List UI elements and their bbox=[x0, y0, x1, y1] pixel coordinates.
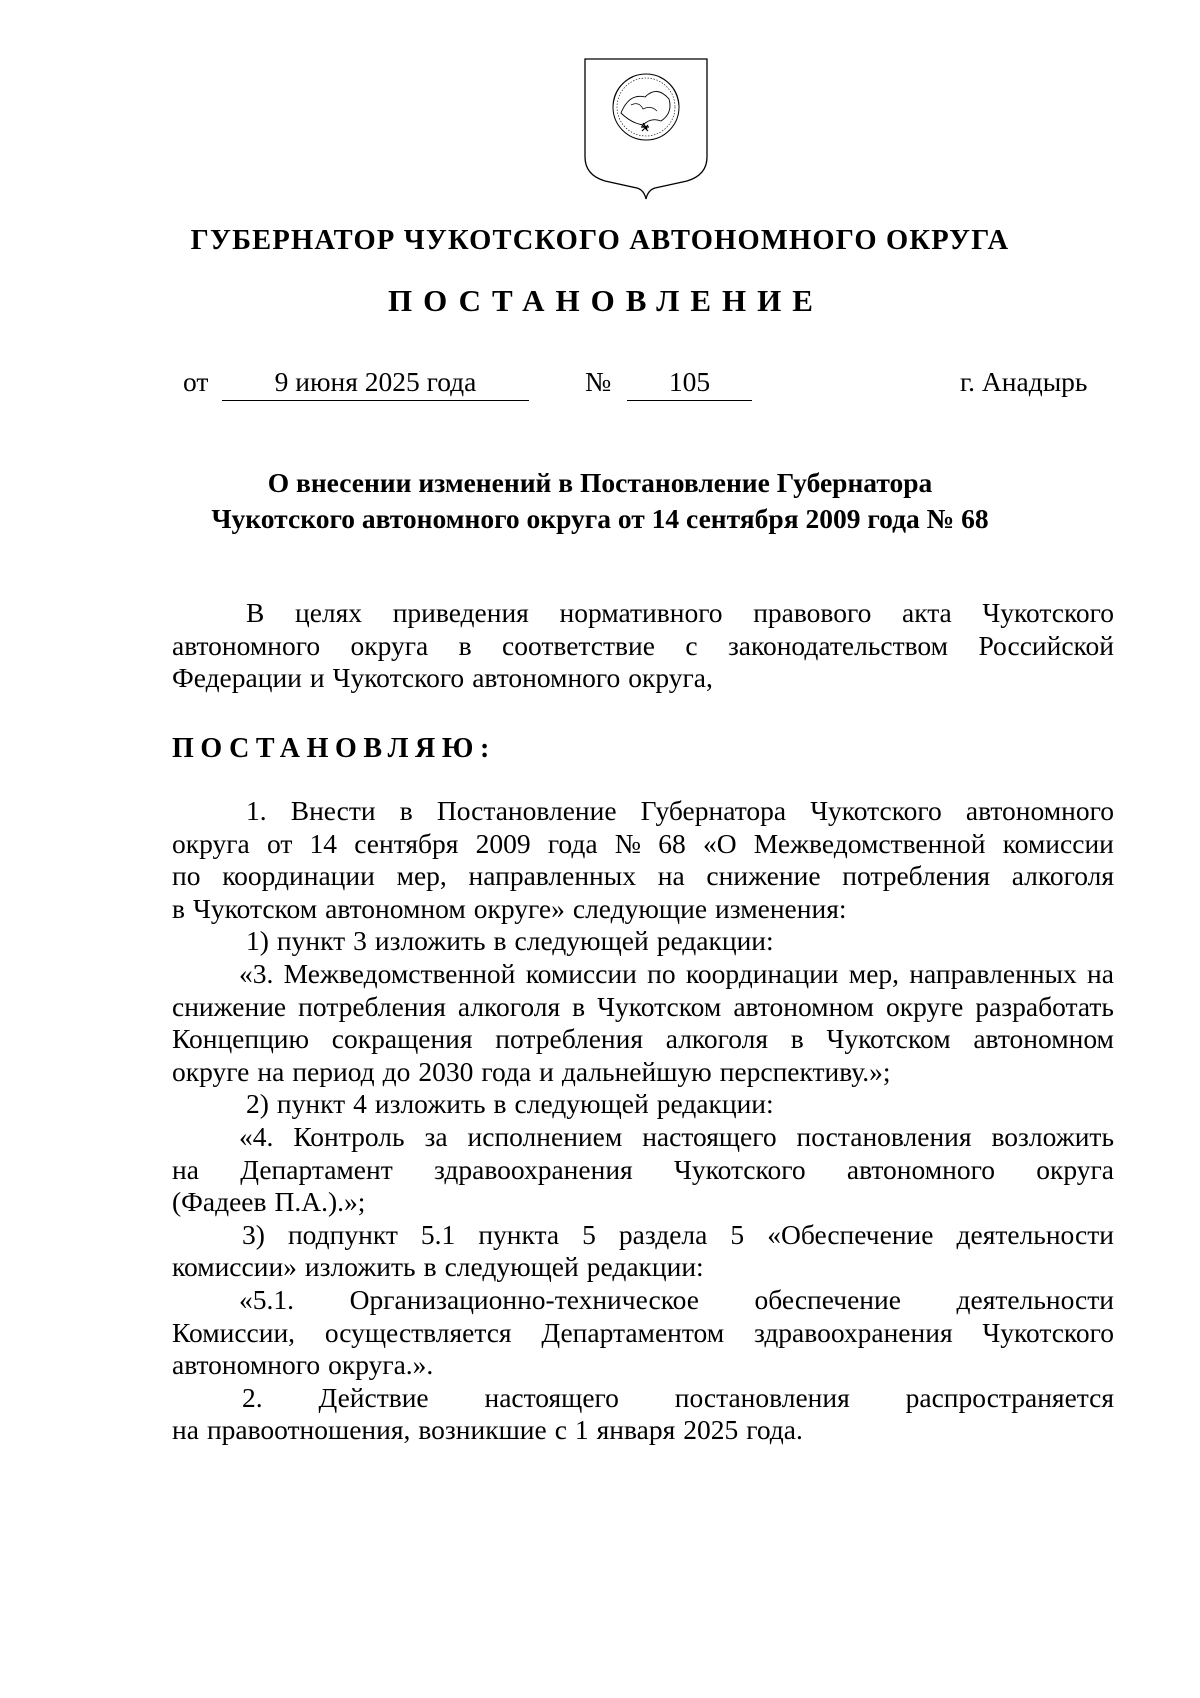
text-line: Концепцию сокращения потребления алкоголя в Чукотском автономном bbox=[172, 1023, 1114, 1055]
text-line: «3. Межведомственной комиссии по координации мер, направленных на bbox=[239, 957, 1114, 989]
document-city: г. Анадырь bbox=[960, 366, 1088, 397]
text-line: округе на период до 2030 года и дальнейшую перспективу.»; bbox=[172, 1055, 891, 1087]
document-date: 9 июня 2025 года bbox=[222, 364, 529, 401]
coat-of-arms-icon bbox=[581, 55, 711, 205]
subject-line: О внесении изменений в Постановление Губернатора bbox=[267, 467, 933, 498]
text-line: «5.1. Организационно-техническое обеспечение деятельности bbox=[239, 1283, 1114, 1315]
text-line: снижение потребления алкоголя в Чукотском автономном округе разработать bbox=[172, 990, 1114, 1022]
org-title: ГУБЕРНАТОР ЧУКОТСКОГО АВТОНОМНОГО ОКРУГА bbox=[190, 225, 1010, 256]
subject-line: Чукотского автономного округа от 14 сентября 2009 года № 68 bbox=[211, 503, 989, 534]
text-line: Федерации и Чукотского автономного округа, bbox=[172, 662, 713, 694]
text-line: «4. Контроль за исполнением настоящего постановления возложить bbox=[239, 1120, 1114, 1152]
text-line: автономного округа.». bbox=[172, 1349, 434, 1381]
text-line: комиссии» изложить в следующей редакции: bbox=[172, 1251, 704, 1283]
text-line: 2) пункт 4 изложить в следующей редакции: bbox=[246, 1088, 774, 1120]
number-sign: № bbox=[585, 366, 612, 397]
text-line: в Чукотском автономном округе» следующие изменения: bbox=[172, 892, 847, 924]
text-line: округа от 14 сентября 2009 года № 68 «О Межведомственной комиссии bbox=[172, 827, 1114, 859]
document-type: ПОСТАНОВЛЕНИЕ bbox=[388, 283, 824, 318]
decree-word: ПОСТАНОВЛЯЮ: bbox=[172, 733, 496, 764]
text-line: В целях приведения нормативного правового акта Чукотского bbox=[246, 597, 1114, 628]
date-prefix: от bbox=[183, 366, 209, 397]
text-line: по координации мер, направленных на снижение потребления алкоголя bbox=[172, 860, 1114, 892]
text-line: 1. Внести в Постановление Губернатора Чукотского автономного bbox=[246, 795, 1114, 826]
text-line: (Фадеев П.А.).»; bbox=[172, 1186, 366, 1218]
text-line: на Департамент здравоохранения Чукотского автономного округа bbox=[172, 1153, 1114, 1185]
document-number: 105 bbox=[627, 364, 752, 401]
preamble bbox=[172, 597, 1114, 695]
text-line: на правоотношения, возникшие с 1 января 2025 года. bbox=[172, 1414, 803, 1446]
text-line: 1) пункт 3 изложить в следующей редакции: bbox=[246, 925, 774, 957]
text-line: 3) подпункт 5.1 пункта 5 раздела 5 «Обеспечение деятельности bbox=[242, 1218, 1114, 1250]
text-line: автономного округа в соответствие с законодательством Российской bbox=[172, 629, 1114, 661]
text-line: Комиссии, осуществляется Департаментом здравоохранения Чукотского bbox=[172, 1316, 1114, 1348]
text-line: 2. Действие настоящего постановления распространяется bbox=[242, 1381, 1114, 1413]
document-subject bbox=[0, 465, 1200, 537]
decree-body bbox=[172, 795, 1114, 1447]
